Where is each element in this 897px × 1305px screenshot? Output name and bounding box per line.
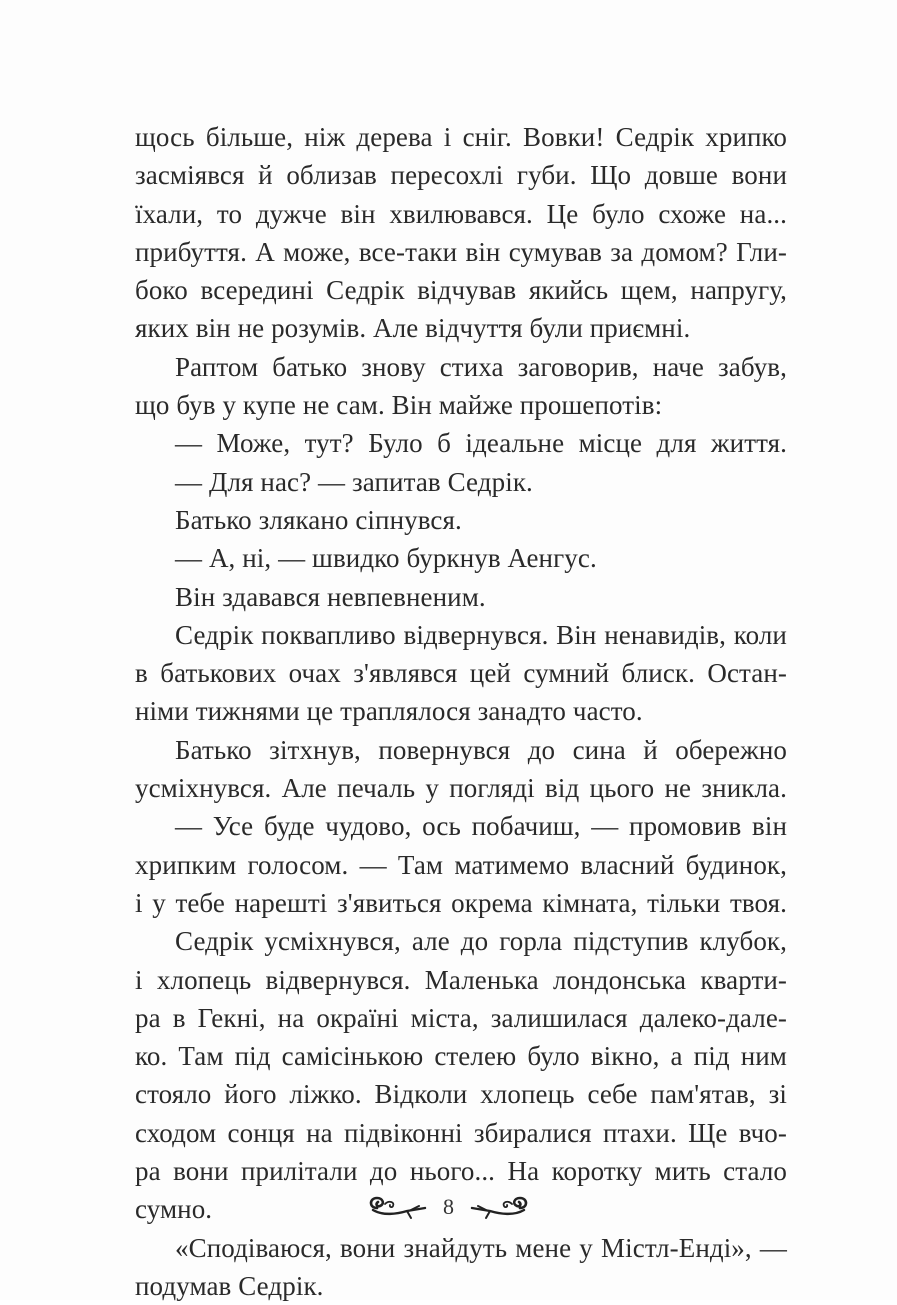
text-line: хрипким голосом. — Там матимемо власний будинок,: [135, 849, 787, 880]
text-line: що був у купе не сам. Він майже прошепотів:: [135, 390, 663, 421]
text-line: ко. Там під самісінькою стелею було вікно, а під ним: [135, 1041, 787, 1072]
text-line: подумав Седрік.: [135, 1270, 324, 1301]
text-line: усміхнувся. Але печаль у погляді від цього не зникла.: [135, 773, 787, 804]
text-line: Батько злякано сіпнувся.: [175, 504, 462, 535]
text-line: в батькових очах з'являвся цей сумний блиск. Остан-: [135, 658, 787, 689]
text-line: боко всередині Седрік відчував якийсь щем, напругу,: [135, 275, 787, 306]
text-line: сумно.: [135, 1194, 213, 1225]
text-line: засміявся й облизав пересохлі губи. Що довше вони: [135, 160, 787, 191]
text-line: і у тебе нарешті з'явиться окрема кімната, тільки твоя.: [135, 887, 787, 918]
text-line: німи тижнями це траплялося занадто часто.: [135, 696, 643, 727]
text-line: їхали, то дужче він хвилювався. Це було схоже на...: [135, 198, 787, 229]
text-line: — А, ні, — швидко буркнув Аенгус.: [175, 543, 597, 574]
text-line: сходом сонця на підвіконні збиралися птахи. Ще вчо-: [135, 1117, 787, 1148]
text-line: стояло його ліжко. Відколи хлопець себе пам'ятав, зі: [135, 1079, 787, 1110]
page-number: 8: [443, 1194, 454, 1219]
text-line: яких він не розумів. Але відчуття були приємні.: [135, 313, 691, 344]
text-line: — Може, тут? Було б ідеальне місце для життя.: [175, 428, 787, 459]
text-line: щось більше, ніж дерева і сніг. Вовки! Седрік хрипко: [135, 122, 787, 152]
text-line: ра вони прилітали до нього... На коротку мить стало: [135, 1156, 787, 1187]
text-line: — Для нас? — запитав Седрік.: [175, 466, 533, 497]
text-line: Седрік усміхнувся, але до горла підступив клубок,: [175, 926, 787, 957]
text-line: і хлопець відвернувся. Маленька лондонська кварти-: [135, 964, 787, 995]
text-line: — Усе буде чудово, ось побачиш, — промовив він: [175, 811, 787, 842]
flourish-left-icon: [367, 1192, 429, 1222]
text-line: «Сподіваюся, вони знайдуть мене у Містл-Енді», —: [175, 1232, 787, 1263]
text-line: Седрік поквапливо відвернувся. Він ненавидів, коли: [175, 619, 787, 650]
page-footer: [0, 1186, 897, 1228]
body-text: [135, 118, 787, 1305]
text-line: ра в Гекні, на окраїні міста, залишилася далеко-дале-: [135, 1002, 787, 1033]
flourish-right-icon: [468, 1192, 530, 1222]
text-line: Раптом батько знову стиха заговорив, наче забув,: [175, 351, 787, 382]
text-line: прибуття. А може, все-таки він сумував за домом? Гли-: [135, 236, 787, 267]
text-line: Він здавався невпевненим.: [175, 581, 486, 612]
text-line: Батько зітхнув, повернувся до сина й обережно: [175, 734, 787, 765]
